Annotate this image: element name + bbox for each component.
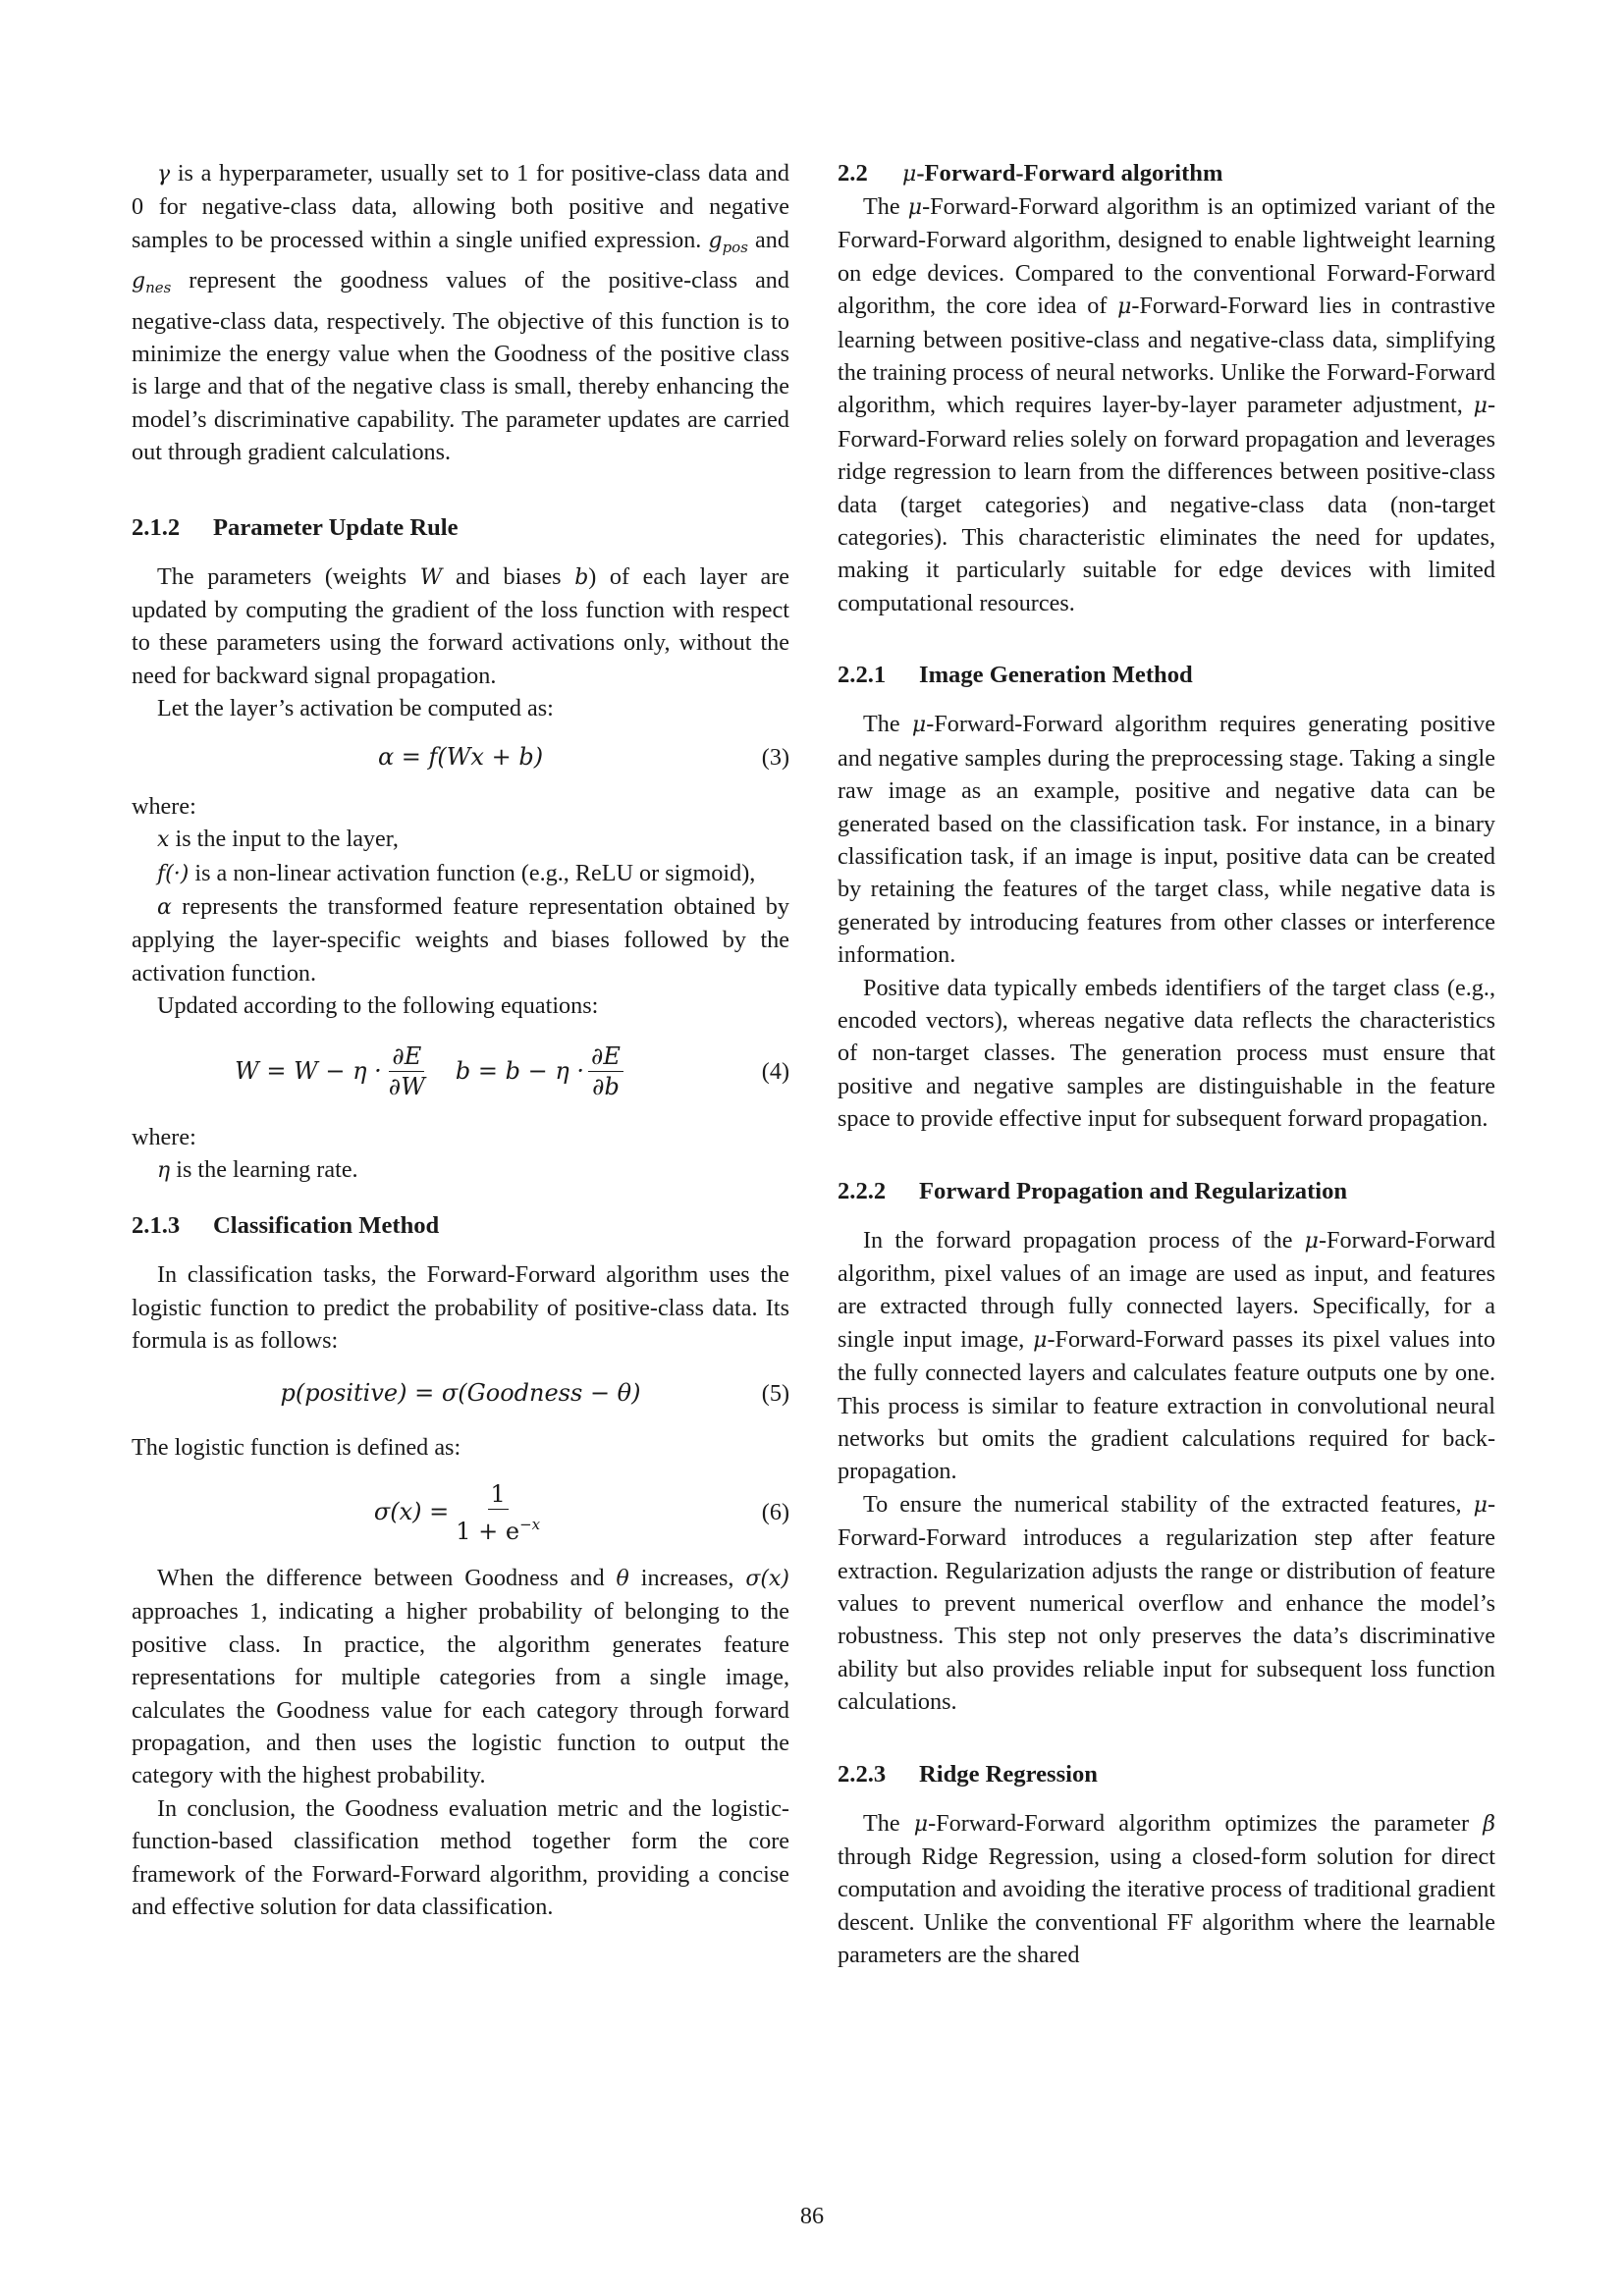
paragraph-ridge-regression: The μ-Forward-Forward algorithm optimizes the parameter β through Ridge Regression, using a closed-form solution for direct computation and avoiding the iterative process of traditional gradient descent. Unlike the conventional FF algorithm where the learnable parameters are the shared: [838, 1809, 1495, 1969]
right-column: [838, 157, 1495, 1972]
paragraph-image-generation: The μ-Forward-Forward algorithm requires generating positive and negative samples during the preprocessing stage. Taking a single raw image as an example, positive and negative data can be generated based on the classification task. For instance, in a binary classification task, if an image is input, positive data can be created by retaining the features of the target class, while negative data is generated by introducing features from other classes or interference information.: [838, 711, 1495, 969]
paragraph-parameters: The parameters (weights W and biases b) of each layer are updated by computing the gradient of the loss function with respect to these parameters using the forward activations only, without the need for backward signal propagation.: [132, 562, 789, 689]
equation-5-number: (5): [761, 1380, 789, 1408]
paragraph-updated: Updated according to the following equations:: [157, 992, 599, 1020]
equation-3-body: α = f(Wx + b): [377, 742, 544, 771]
paragraph-gamma: γ is a hyperparameter, usually set to 1 for positive-class data and 0 for negative-class data, allowing both positive and negative samples to be processed within a single unified expression. $g_{pos}$ and $g_{nes}$ represent the goodness values of the positive-class and negative-class data, respectively. The objective of this function is to minimize the energy value when the Goodness of the positive class is large and that of the negative class is small, thereby enhancing the model’s discriminative capability. The parameter updates are carried out through gradient calculations.: [132, 160, 789, 466]
section-heading-2-2-2: 2.2.2 Forward Propagation and Regularization: [838, 1177, 1348, 1204]
paragraph-activation-intro: Let the layer’s activation be computed as:: [157, 695, 554, 722]
page-number: 86: [799, 2203, 825, 2229]
equation-3-number: (3): [761, 743, 789, 771]
equation-6: σ(x) = $\frac{1}{1 + e^{-x}}$ (6): [373, 1479, 789, 1545]
paragraph-forward-propagation: In the forward propagation process of the μ-Forward-Forward algorithm, pixel values of an image are used as input, and features are extracted through fully connected layers. Specifically, for a single input image, μ-Forward-Forward passes its pixel values into the fully connected layers and calculates feature outputs one by one. This process is similar to feature extraction in convolutional neural networks but omits the gradient calculations required for backpropagation.: [838, 1226, 1496, 1485]
g-pos-symbol: $g_{pos}$: [708, 228, 748, 256]
paragraph-logistic-intro: The logistic function is defined as:: [132, 1433, 461, 1461]
equation-4: W = W − η · $\frac{\partial E}{\partial W}$ b = b − η · $\frac{\partial E}{\partial b}$ (4): [235, 1042, 789, 1101]
paragraph-conclusion: In conclusion, the Goodness evaluation metric and the logistic-function-based classification method together form the core framework of the Forward-Forward algorithm, providing a concise and effective solution for data classification.: [132, 1794, 789, 1921]
paragraph-classification: In classification tasks, the Forward-Forward algorithm uses the logistic function to predict the probability of positive-class data. Its formula is as follows:: [132, 1261, 789, 1355]
paragraph-goodness-difference: When the difference between Goodness and θ increases, σ(x) approaches 1, indicating a higher probability of belonging to the positive class. In practice, the algorithm generates feature representations for multiple categories from a single image, calculates the Goodness value for each category through forward propagation, and then uses the logistic function to output the category with the highest probability.: [132, 1564, 789, 1789]
equation-4-number: (4): [761, 1057, 789, 1085]
definition-eta: η is the learning rate.: [157, 1155, 358, 1183]
section-heading-2-1-3: 2.1.3 Classification Method: [132, 1212, 440, 1240]
equation-3: [132, 725, 789, 790]
paragraph-positive-data: Positive data typically embeds identifiers of the target class (e.g., encoded vectors), whereas negative data reflects the characteristics of non-target classes. The generation process must ensure that positive and negative samples are distinguishable in the feature space to provide effective input for subsequent forward propagation.: [838, 974, 1495, 1133]
section-heading-2-2-1: 2.2.1 Image Generation Method: [838, 662, 1193, 689]
gamma-symbol: γ: [157, 162, 171, 187]
equation-6-number: (6): [761, 1499, 789, 1526]
where-label-2: where:: [132, 1123, 196, 1150]
definition-x: x is the input to the layer,: [157, 826, 399, 853]
definition-alpha: α represents the transformed feature representation obtained by applying the layer-specific weights and biases followed by the activation function.: [132, 892, 789, 987]
fraction-logistic: $\frac{1}{1 + e^{-x}}$: [456, 1479, 541, 1545]
left-column: [132, 157, 789, 1923]
definition-f: f(·) is a non-linear activation function (e.g., ReLU or sigmoid),: [157, 859, 756, 886]
g-nes-symbol: $g_{nes}$: [132, 269, 172, 297]
paragraph-regularization: To ensure the numerical stability of the extracted features, μ-Forward-Forward introduces a regularization step after feature extraction. Regularization adjusts the range or distribution of feature values to prevent numerical overflow and enhance the model’s robustness. This step not only preserves the data’s discriminative ability but also provides reliable input for subsequent loss function calculations.: [838, 1490, 1495, 1716]
section-heading-2-1-2: 2.1.2 Parameter Update Rule: [132, 513, 459, 541]
fraction-dE-dW: $\frac{\partial E}{\partial W}$: [388, 1042, 425, 1101]
section-heading-2-2: 2.2 μ-Forward-Forward algorithm: [838, 160, 1223, 187]
where-label-1: where:: [132, 792, 196, 820]
equation-5-body: p(positive) = σ(Goodness − θ): [280, 1379, 641, 1408]
paragraph-mu-ff-intro: The μ-Forward-Forward algorithm is an optimized variant of the Forward-Forward algorithm, designed to enable lightweight learning on edge devices. Compared to the conventional Forward-Forward algorithm, the core idea of μ-Forward-Forward lies in contrastive learning between positive-class and negative-class data, simplifying the training process of neural networks. Unlike the Forward-Forward algorithm, which requires layer-by-layer parameter adjustment, μ-Forward-Forward relies solely on forward propagation and leverages ridge regression to learn from the differences between positive-class data (target categories) and negative-class data (non-target categories). This characteristic eliminates the need for updates, making it particularly suitable for edge devices with limited computational resources.: [838, 193, 1495, 616]
fraction-dE-db: $\frac{\partial E}{\partial b}$: [588, 1041, 623, 1101]
equation-5: [132, 1358, 789, 1431]
section-heading-2-2-3: 2.2.3 Ridge Regression: [838, 1760, 1098, 1788]
